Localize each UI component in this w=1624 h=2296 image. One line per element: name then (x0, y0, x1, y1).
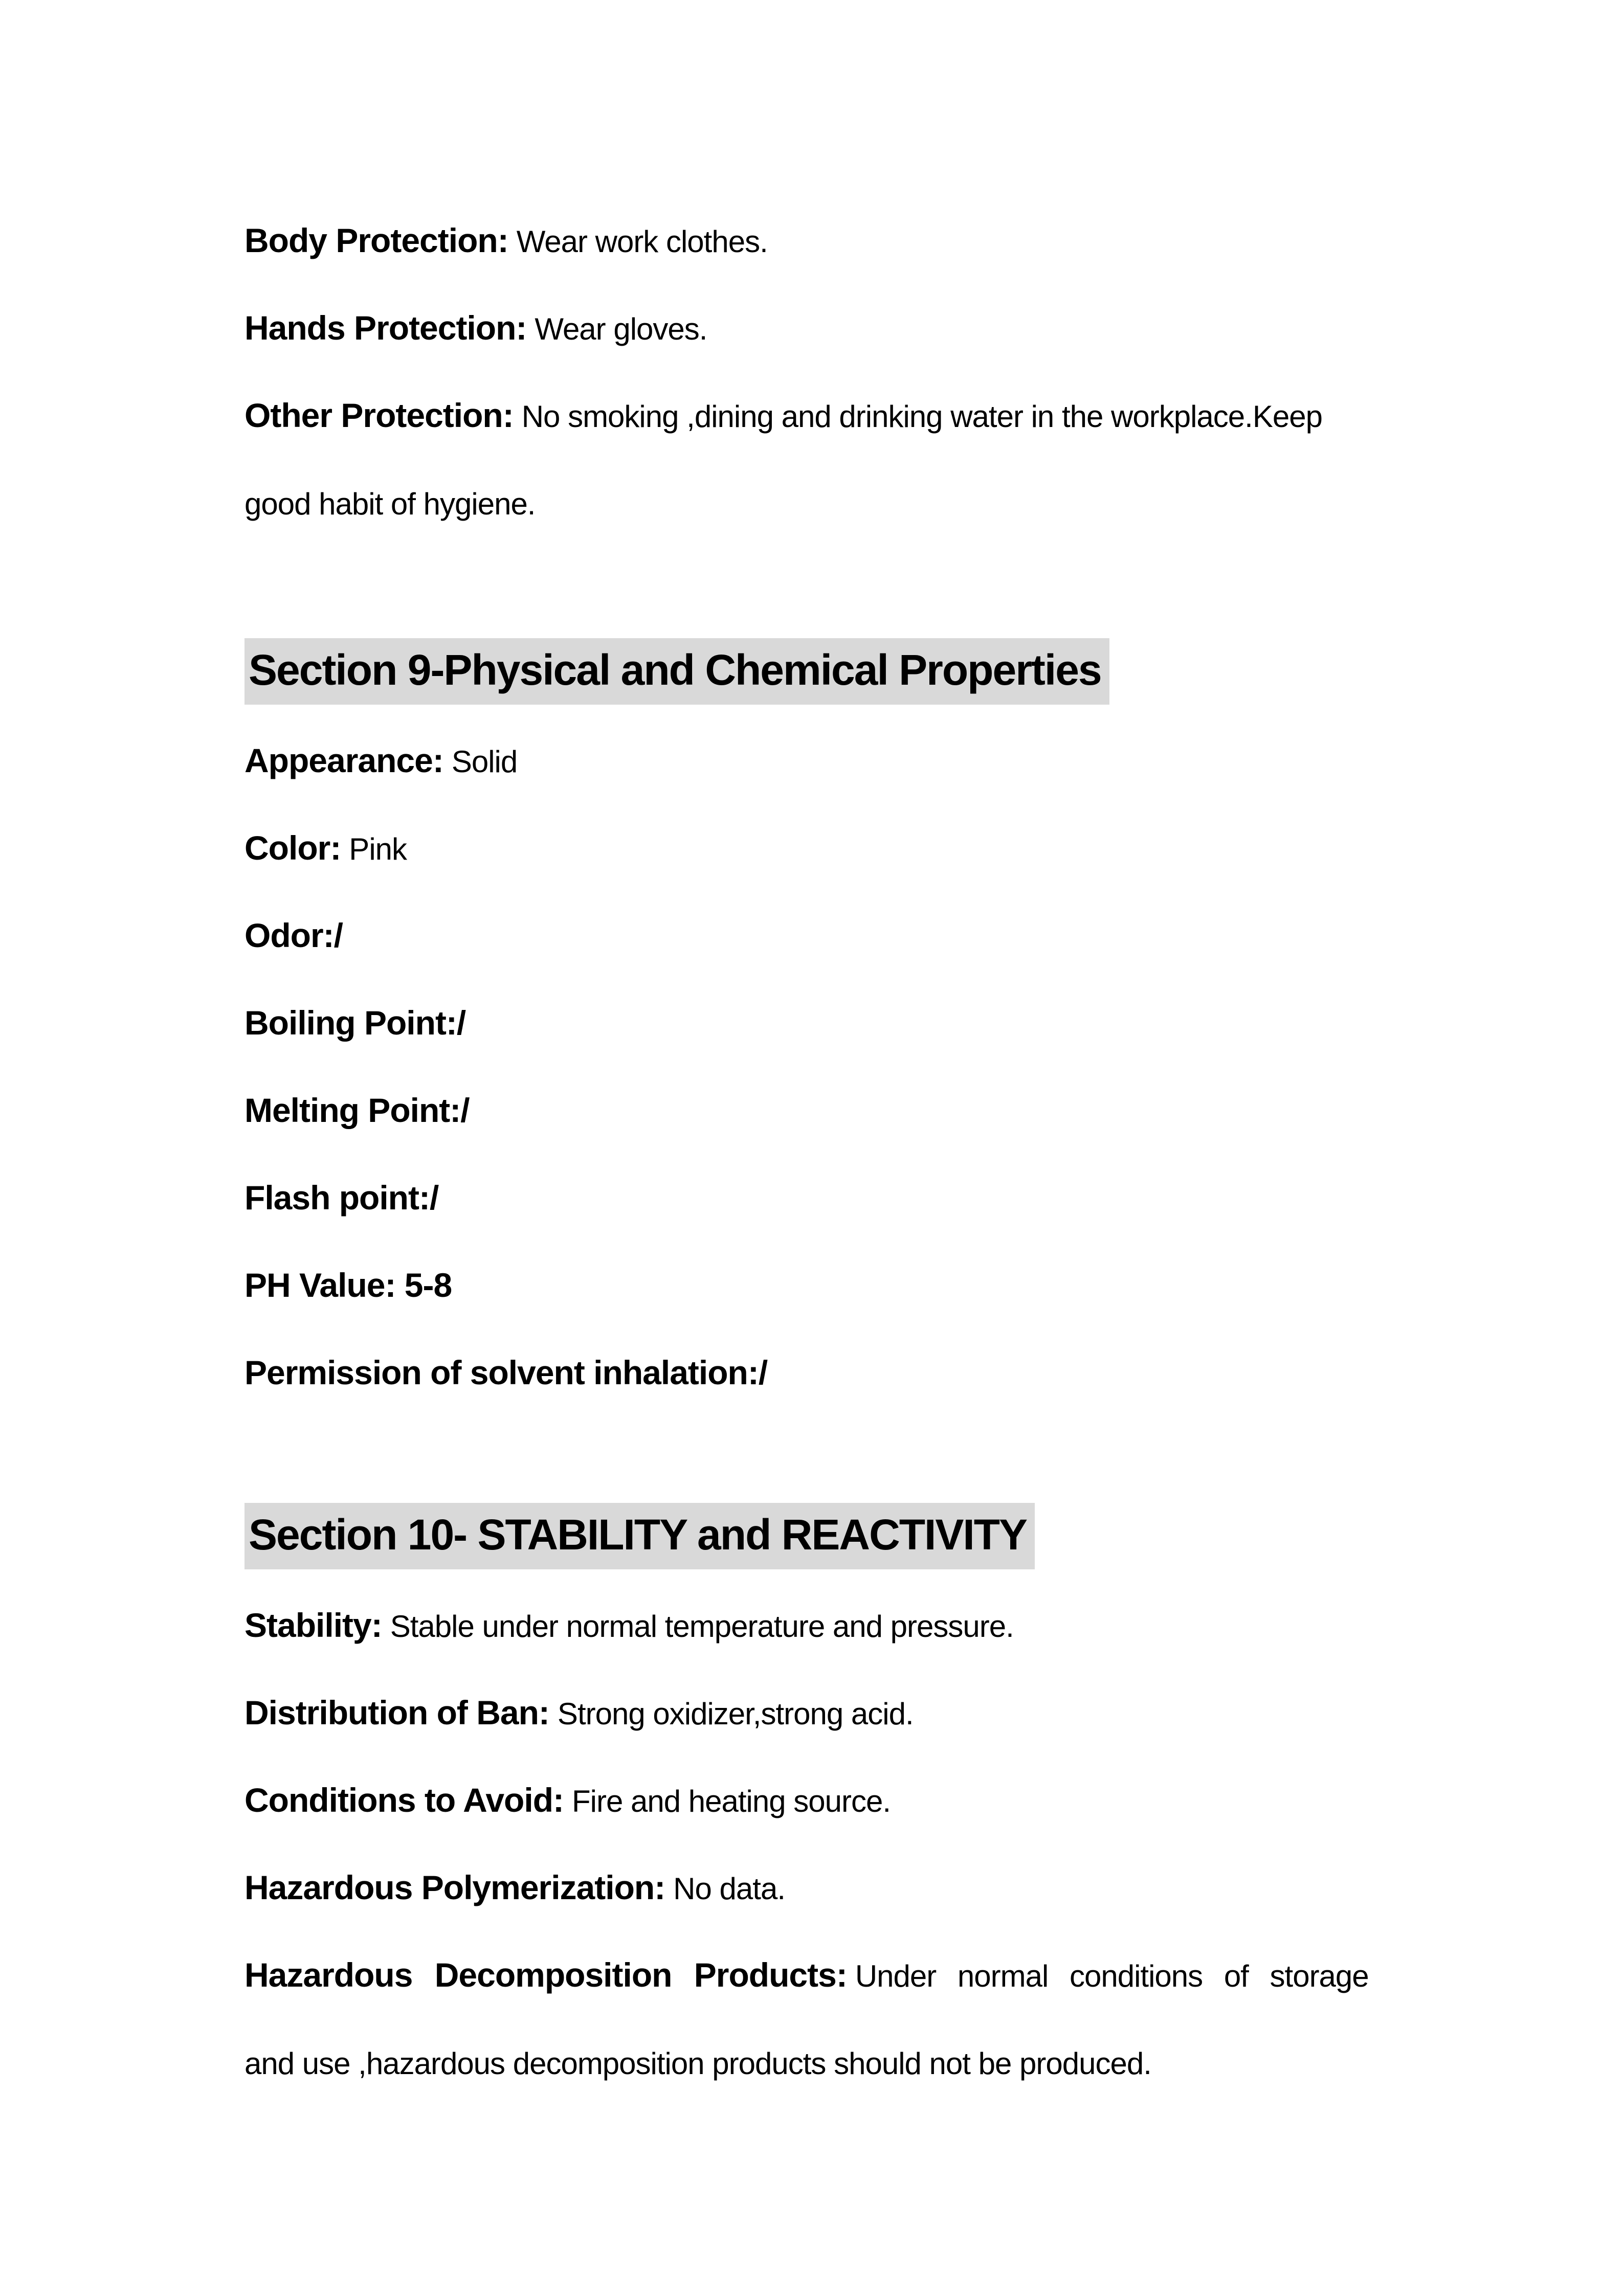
field-value: Fire and heating source. (571, 1784, 891, 1818)
field-value: Stable under normal temperature and pressure. (390, 1609, 1014, 1644)
field-label: Appearance: (244, 741, 443, 779)
field-label: PH Value: 5-8 (244, 1266, 452, 1304)
field-line-ph-value (244, 1242, 1380, 1330)
field-label: Permission of solvent inhalation:/ (244, 1354, 768, 1391)
field-line-hazardous-polymerization (244, 1844, 1380, 1932)
field-label: Hazardous Polymerization: (244, 1869, 665, 1906)
field-label: Distribution of Ban: (244, 1694, 549, 1731)
field-value: Under normal conditions of storage (855, 1959, 1369, 1993)
field-value: Wear gloves. (535, 312, 707, 346)
field-label: Hands Protection: (244, 309, 527, 347)
blank-line (244, 547, 1380, 633)
field-value: No data. (673, 1872, 785, 1906)
field-label: Hazardous Decomposition Products: (244, 1956, 847, 1994)
field-label: Flash point:/ (244, 1179, 439, 1217)
field-line-hazardous-decomposition (244, 1932, 1380, 2019)
field-label: Color: (244, 829, 341, 867)
field-line-body-protection (244, 197, 1380, 285)
field-value: Strong oxidizer,strong acid. (557, 1697, 914, 1731)
field-line-melting-point (244, 1067, 1380, 1155)
field-label: Body Protection: (244, 221, 508, 259)
field-value: Pink (349, 832, 407, 866)
field-label: Odor:/ (244, 916, 343, 954)
field-label: Conditions to Avoid: (244, 1781, 564, 1819)
field-value: No smoking ,dining and drinking water in the workplace.Keep (521, 399, 1322, 434)
field-label: Boiling Point:/ (244, 1004, 466, 1042)
field-line-other-protection-wrap (244, 460, 1380, 547)
section-9-heading-row (244, 638, 1380, 705)
field-line-distribution-of-ban (244, 1670, 1380, 1757)
field-line-odor (244, 892, 1380, 980)
blank-line (244, 1417, 1380, 1503)
field-line-flash-point (244, 1155, 1380, 1242)
field-value: and use ,hazardous decomposition products should not be produced. (244, 2046, 1151, 2081)
field-value: good habit of hygiene. (244, 487, 536, 521)
field-line-stability (244, 1582, 1380, 1670)
field-line-hazardous-decomposition-wrap (244, 2019, 1380, 2107)
field-line-appearance (244, 717, 1380, 805)
field-line-hands-protection (244, 285, 1380, 372)
section-9-heading: Section 9-Physical and Chemical Properties (244, 638, 1109, 705)
field-line-conditions-to-avoid (244, 1757, 1380, 1844)
field-line-other-protection (244, 372, 1380, 460)
field-label: Stability: (244, 1606, 382, 1644)
section-10-heading-row (244, 1503, 1380, 1569)
section-10-heading: Section 10- STABILITY and REACTIVITY (244, 1503, 1035, 1569)
field-value: Solid (451, 745, 518, 779)
field-line-color (244, 805, 1380, 892)
field-label: Melting Point:/ (244, 1091, 470, 1129)
field-value: Wear work clothes. (516, 224, 768, 259)
field-label: Other Protection: (244, 396, 514, 434)
field-line-solvent-inhalation (244, 1330, 1380, 1417)
field-line-boiling-point (244, 980, 1380, 1067)
